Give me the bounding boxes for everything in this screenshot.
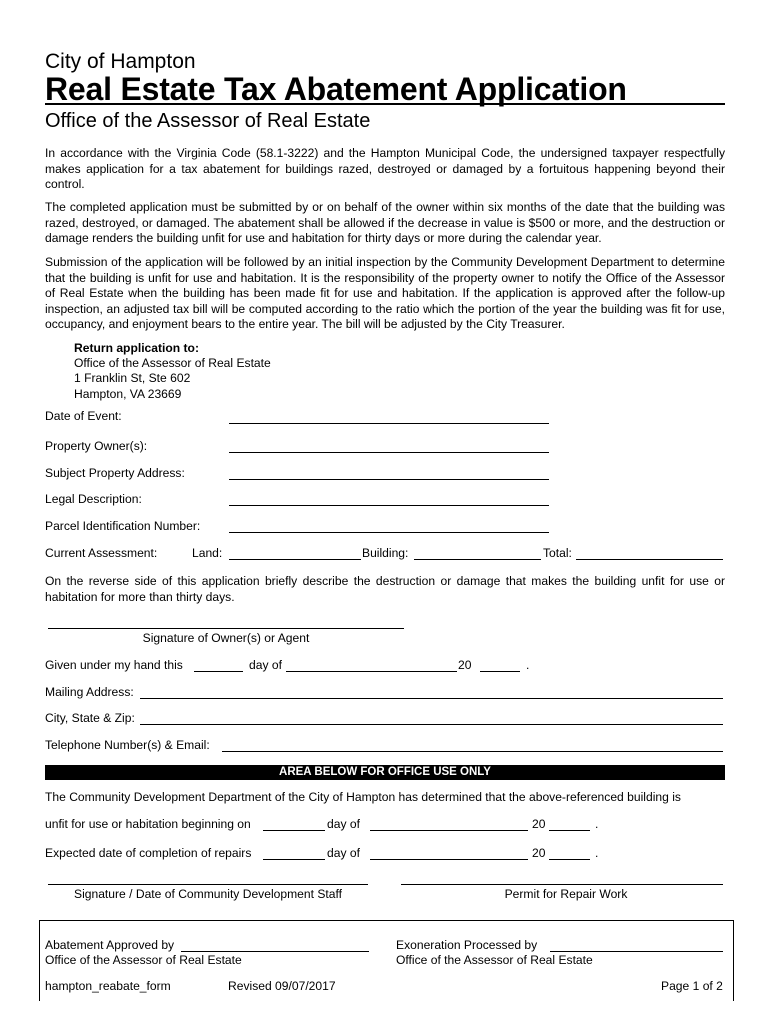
parcel-id-field[interactable]	[229, 532, 549, 533]
mailing-address-label: Mailing Address:	[45, 685, 134, 699]
permit-caption: Permit for Repair Work	[504, 887, 628, 901]
exoneration-office-label: Office of the Assessor of Real Estate	[396, 953, 593, 967]
determination-text: The Community Development Department of the City of Hampton has determined that the above-referenced building is	[45, 790, 681, 804]
deadline-paragraph: The completed application must be submitted by or on behalf of the owner within six months of the date that the building was razed, destroyed, or damaged. The abatement shall be allowed if the decrease in value is $500 or more, and the destruction or damage renders the building unfit for use and habitation for thirty days or more during the calendar year.	[45, 200, 725, 246]
permit-line[interactable]	[401, 884, 723, 885]
exoneration-label: Exoneration Processed by	[396, 938, 538, 952]
given-year-field[interactable]	[480, 671, 520, 672]
unfit-day-of-label: day of	[327, 817, 360, 831]
title-divider	[45, 103, 725, 105]
expected-month-field[interactable]	[370, 859, 528, 860]
staff-signature-caption: Signature / Date of Community Development Staff	[74, 887, 342, 901]
office-subtitle: Office of the Assessor of Real Estate	[45, 110, 371, 132]
date-of-event-label: Date of Event:	[45, 409, 122, 423]
given-day-field[interactable]	[194, 671, 243, 672]
page-title: Real Estate Tax Abatement Application	[45, 71, 627, 107]
return-line-3: Hampton, VA 23669	[74, 386, 182, 401]
office-use-banner: AREA BELOW FOR OFFICE USE ONLY	[45, 765, 725, 780]
telephone-email-label: Telephone Number(s) & Email:	[45, 738, 210, 752]
parcel-id-label: Parcel Identification Number:	[45, 519, 201, 533]
staff-signature-line[interactable]	[48, 884, 368, 885]
expected-year-field[interactable]	[549, 859, 590, 860]
unfit-year-prefix: 20	[532, 817, 546, 831]
reverse-side-note: On the reverse side of this application briefly describe the destruction or damage that makes the building unfit for use or habitation for more than thirty days.	[45, 574, 725, 604]
unfit-month-field[interactable]	[370, 830, 528, 831]
legal-description-label: Legal Description:	[45, 492, 142, 506]
unfit-year-field[interactable]	[549, 830, 590, 831]
city-name: City of Hampton	[45, 50, 196, 73]
given-under-hand-label: Given under my hand this	[45, 658, 183, 672]
return-line-1: Office of the Assessor of Real Estate	[74, 356, 271, 371]
subject-address-label: Subject Property Address:	[45, 466, 185, 480]
city-state-zip-field[interactable]	[140, 724, 723, 725]
return-address	[74, 341, 271, 402]
city-state-zip-label: City, State & Zip:	[45, 711, 135, 725]
revision-date: Revised 09/07/2017	[228, 979, 336, 993]
page-number: Page 1 of 2	[661, 979, 723, 993]
expected-day-field[interactable]	[263, 859, 325, 860]
land-field[interactable]	[229, 559, 361, 560]
abatement-approved-label: Abatement Approved by	[45, 938, 175, 952]
total-field[interactable]	[576, 559, 723, 560]
property-owners-field[interactable]	[229, 452, 549, 453]
inspection-paragraph: Submission of the application will be followed by an initial inspection by the Community Development Department to determine that the building is unfit for use and habitation. It is the responsibility of the property owner to notify the Office of the Assessor of Real Estate when the building has been made fit for use and habitation. If the application is approved after the follow-up inspection, an adjusted tax bill will be computed according to the ratio which the portion of the year the building was fit for use, occupancy, and enjoyment bears to the entire year. The bill will be adjusted by the City Treasurer.	[45, 255, 725, 332]
return-label: Return application to:	[74, 341, 199, 355]
abatement-office-label: Office of the Assessor of Real Estate	[45, 953, 242, 967]
unfit-beginning-label: unfit for use or habitation beginning on	[45, 817, 251, 831]
given-year-prefix: 20	[458, 658, 472, 672]
given-month-field[interactable]	[286, 671, 457, 672]
property-owners-label: Property Owner(s):	[45, 439, 148, 453]
telephone-email-field[interactable]	[222, 751, 723, 752]
current-assessment-label: Current Assessment:	[45, 546, 158, 560]
legal-description-field[interactable]	[229, 505, 549, 506]
given-day-of-label: day of	[249, 658, 282, 672]
expected-period: .	[595, 846, 599, 860]
total-label: Total:	[543, 546, 572, 560]
exoneration-field[interactable]	[550, 951, 723, 952]
mailing-address-field[interactable]	[140, 698, 723, 699]
expected-completion-label: Expected date of completion of repairs	[45, 846, 252, 860]
unfit-period: .	[595, 817, 599, 831]
owner-signature-line[interactable]	[48, 628, 404, 629]
intro-paragraph: In accordance with the Virginia Code (58.1-3222) and the Hampton Municipal Code, the undersigned taxpayer respectfully makes application for a tax abatement for buildings razed, destroyed or damaged by a fortuitous happening beyond their control.	[45, 146, 725, 192]
expected-day-of-label: day of	[327, 846, 360, 860]
form-name: hampton_reabate_form	[45, 979, 171, 993]
return-line-2: 1 Franklin St, Ste 602	[74, 371, 191, 386]
unfit-day-field[interactable]	[263, 830, 325, 831]
building-label: Building:	[362, 546, 409, 560]
land-label: Land:	[192, 546, 223, 560]
expected-year-prefix: 20	[532, 846, 546, 860]
given-period: .	[526, 658, 530, 672]
date-of-event-field[interactable]	[229, 423, 549, 424]
owner-signature-caption: Signature of Owner(s) or Agent	[142, 631, 310, 645]
subject-address-field[interactable]	[229, 479, 549, 480]
abatement-approved-field[interactable]	[181, 951, 369, 952]
building-field[interactable]	[414, 559, 541, 560]
